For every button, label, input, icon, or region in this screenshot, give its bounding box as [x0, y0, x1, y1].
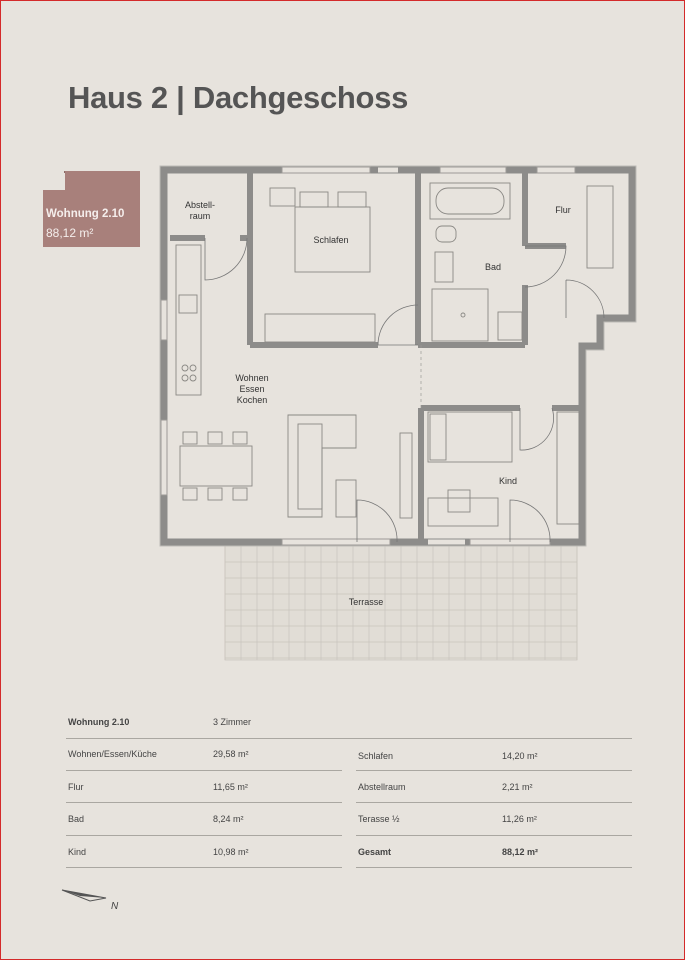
area-name: Schlafen — [358, 751, 394, 761]
table-divider — [356, 835, 632, 836]
area-value: 2,21 m² — [502, 782, 533, 792]
table-divider — [356, 802, 632, 803]
area-value: 11,65 m² — [213, 782, 248, 792]
north-arrow-icon — [60, 888, 130, 918]
room-label-abstellraum: Abstell- raum — [184, 200, 215, 221]
room-label-bad: Bad — [484, 262, 501, 272]
table-divider — [356, 770, 632, 771]
total-value: 88,12 m² — [502, 847, 539, 857]
room-label-wohnen: Wohnen Essen Kochen — [235, 373, 269, 405]
room-label-terrasse: Terrasse — [348, 597, 384, 607]
terrace-area — [225, 546, 577, 660]
room-label-schlafen: Schlafen — [313, 235, 349, 245]
area-value: 11,26 m² — [502, 814, 537, 824]
summary-rooms-count: 3 Zimmer — [213, 717, 251, 727]
summary-unit: Wohnung 2.10 — [68, 717, 130, 727]
area-value: 29,58 m² — [213, 749, 249, 759]
room-label-kind: Kind — [498, 476, 517, 486]
window-frames — [161, 167, 575, 545]
north-label: N — [111, 901, 119, 912]
table-divider — [66, 770, 342, 771]
badge-unit-area: 88,12 m² — [46, 226, 94, 240]
area-value: 14,20 m² — [502, 751, 538, 761]
area-name: Abstellraum — [358, 782, 406, 792]
area-name: Wohnen/Essen/Küche — [68, 749, 157, 759]
total-label: Gesamt — [358, 847, 392, 857]
area-name: Kind — [68, 847, 87, 857]
area-name: Bad — [68, 814, 85, 824]
furniture — [176, 183, 613, 526]
exterior-wall-inner-line — [160, 166, 636, 546]
badge-unit-name: Wohnung 2.10 — [46, 208, 125, 220]
table-divider — [356, 867, 632, 868]
table-divider — [66, 738, 632, 739]
area-value: 10,98 m² — [213, 847, 249, 857]
table-divider — [66, 802, 342, 803]
table-divider — [66, 835, 342, 836]
area-name: Terasse ½ — [358, 814, 400, 824]
page-title: Haus 2 | Dachgeschoss — [68, 80, 409, 115]
area-value: 8,24 m² — [213, 814, 244, 824]
room-label-flur: Flur — [555, 205, 571, 215]
area-name: Flur — [68, 782, 84, 792]
table-divider — [66, 867, 342, 868]
